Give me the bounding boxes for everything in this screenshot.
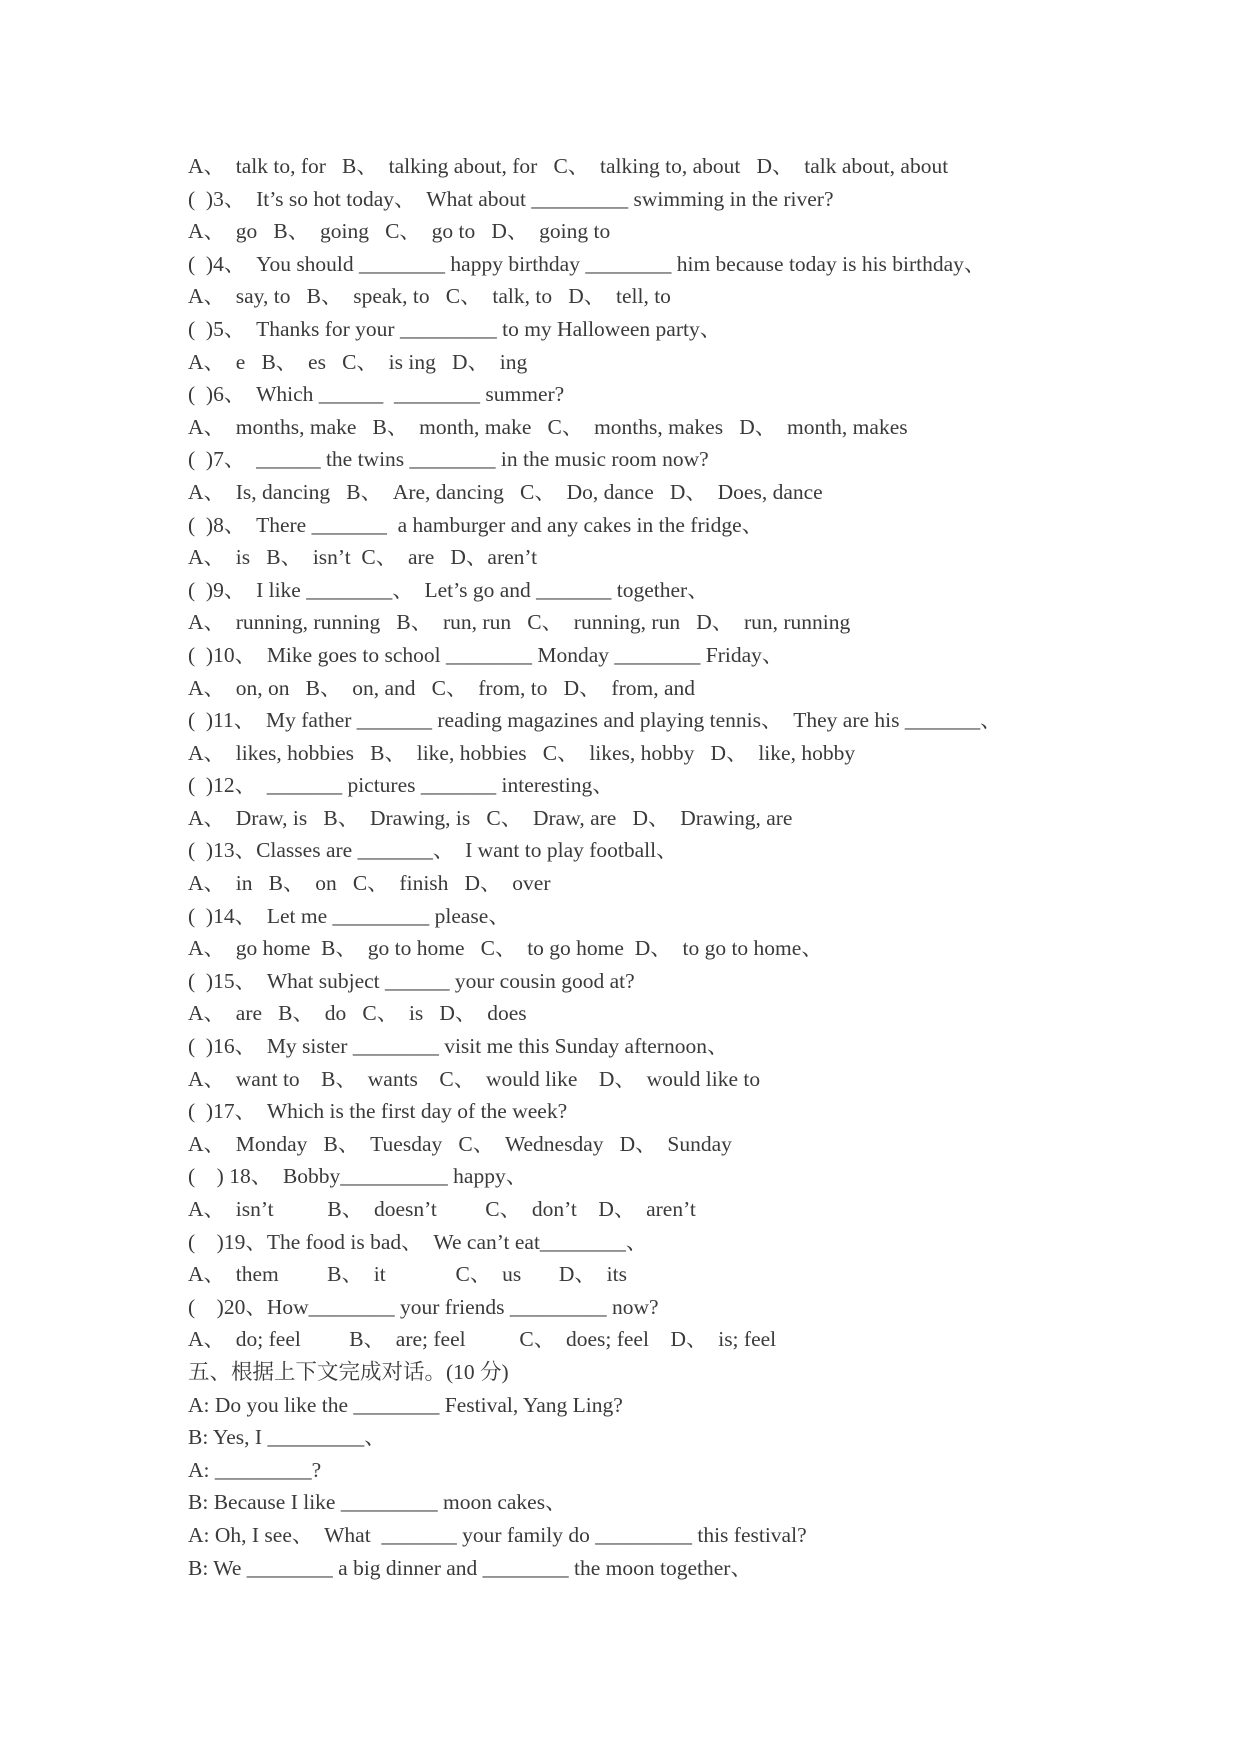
question-6: ( )6、 Which ______ ________ summer? bbox=[188, 382, 565, 407]
question-20: ( )20、How________ your friends _________ now? bbox=[188, 1294, 659, 1319]
question-11: ( )11、 My father _______ reading magazines and playing tennis、 They are his _______、 bbox=[188, 708, 1002, 733]
options-14: A、 go home B、 go to home C、 to go home D、 to go to home、 bbox=[188, 936, 823, 961]
question-9: ( )9、 I like ________、 Let’s go and _______ together、 bbox=[188, 577, 709, 602]
section-heading: 五、根据上下文完成对话。(10 分) bbox=[188, 1359, 509, 1384]
question-8: ( )8、 There _______ a hamburger and any cakes in the fridge、 bbox=[188, 512, 764, 537]
question-4: ( )4、 You should ________ happy birthday ________ him because today is his birthday、 bbox=[188, 251, 986, 276]
dialogue-line: B: Because I like _________ moon cakes、 bbox=[188, 1490, 567, 1515]
dialogue-line: A: _________? bbox=[188, 1457, 322, 1482]
question-5: ( )5、 Thanks for your _________ to my Halloween party、 bbox=[188, 316, 722, 341]
options-17: A、 Monday B、 Tuesday C、 Wednesday D、 Sunday bbox=[188, 1131, 732, 1156]
question-3: ( )3、 It’s so hot today、 What about _________ swimming in the river? bbox=[188, 186, 834, 211]
options-19: A、 them B、 it C、 us D、 its bbox=[188, 1262, 627, 1287]
document-page bbox=[188, 150, 1188, 1584]
question-18: ( ) 18、 Bobby__________ happy、 bbox=[188, 1164, 528, 1189]
question-14: ( )14、 Let me _________ please、 bbox=[188, 903, 510, 928]
question-13: ( )13、Classes are _______、 I want to play football、 bbox=[188, 838, 678, 863]
dialogue-line: A: Do you like the ________ Festival, Yang Ling? bbox=[188, 1392, 623, 1417]
question-17: ( )17、 Which is the first day of the week? bbox=[188, 1099, 568, 1124]
options-6: A、 months, make B、 month, make C、 months, makes D、 month, makes bbox=[188, 414, 908, 439]
options-9: A、 running, running B、 run, run C、 running, run D、 run, running bbox=[188, 610, 851, 635]
options-16: A、 want to B、 wants C、 would like D、 would like to bbox=[188, 1066, 761, 1091]
dialogue-line: B: Yes, I _________、 bbox=[188, 1425, 386, 1450]
options-8: A、 is B、 isn’t C、 are D、aren’t bbox=[188, 545, 538, 570]
question-16: ( )16、 My sister ________ visit me this Sunday afternoon、 bbox=[188, 1034, 729, 1059]
question-19: ( )19、The food is bad、 We can’t eat________、 bbox=[188, 1229, 648, 1254]
options-10: A、 on, on B、 on, and C、 from, to D、 from, and bbox=[188, 675, 696, 700]
options-18: A、 isn’t B、 doesn’t C、 don’t D、 aren’t bbox=[188, 1197, 696, 1221]
options-4: A、 say, to B、 speak, to C、 talk, to D、 tell, to bbox=[188, 284, 671, 309]
options-12: A、 Draw, is B、 Drawing, is C、 Draw, are D、 Drawing, are bbox=[188, 805, 793, 830]
options-20: A、 do; feel B、 are; feel C、 does; feel D、 is; feel bbox=[188, 1327, 777, 1352]
dialogue-line: A: Oh, I see、 What _______ your family do _________ this festival? bbox=[188, 1522, 807, 1547]
options-13: A、 in B、 on C、 finish D、 over bbox=[188, 871, 551, 896]
question-7: ( )7、 ______ the twins ________ in the music room now? bbox=[188, 447, 709, 472]
question-15: ( )15、 What subject ______ your cousin good at? bbox=[188, 968, 635, 993]
question-12: ( )12、 _______ pictures _______ interesting、 bbox=[188, 773, 614, 798]
dialogue-line: B: We ________ a big dinner and ________ the moon together、 bbox=[188, 1555, 752, 1580]
options-5: A、 e B、 es C、 is ing D、 ing bbox=[188, 349, 528, 374]
options-15: A、 are B、 do C、 is D、 does bbox=[188, 1001, 527, 1026]
options-3: A、 go B、 going C、 go to D、 going to bbox=[188, 219, 611, 244]
options-11: A、 likes, hobbies B、 like, hobbies C、 likes, hobby D、 like, hobby bbox=[188, 740, 856, 765]
question-10: ( )10、 Mike goes to school ________ Monday ________ Friday、 bbox=[188, 642, 784, 667]
options-7: A、 Is, dancing B、 Are, dancing C、 Do, dance D、 Does, dance bbox=[188, 479, 823, 504]
text-line: A、 talk to, for B、 talking about, for C、 talking to, about D、 talk about, about bbox=[188, 154, 949, 178]
